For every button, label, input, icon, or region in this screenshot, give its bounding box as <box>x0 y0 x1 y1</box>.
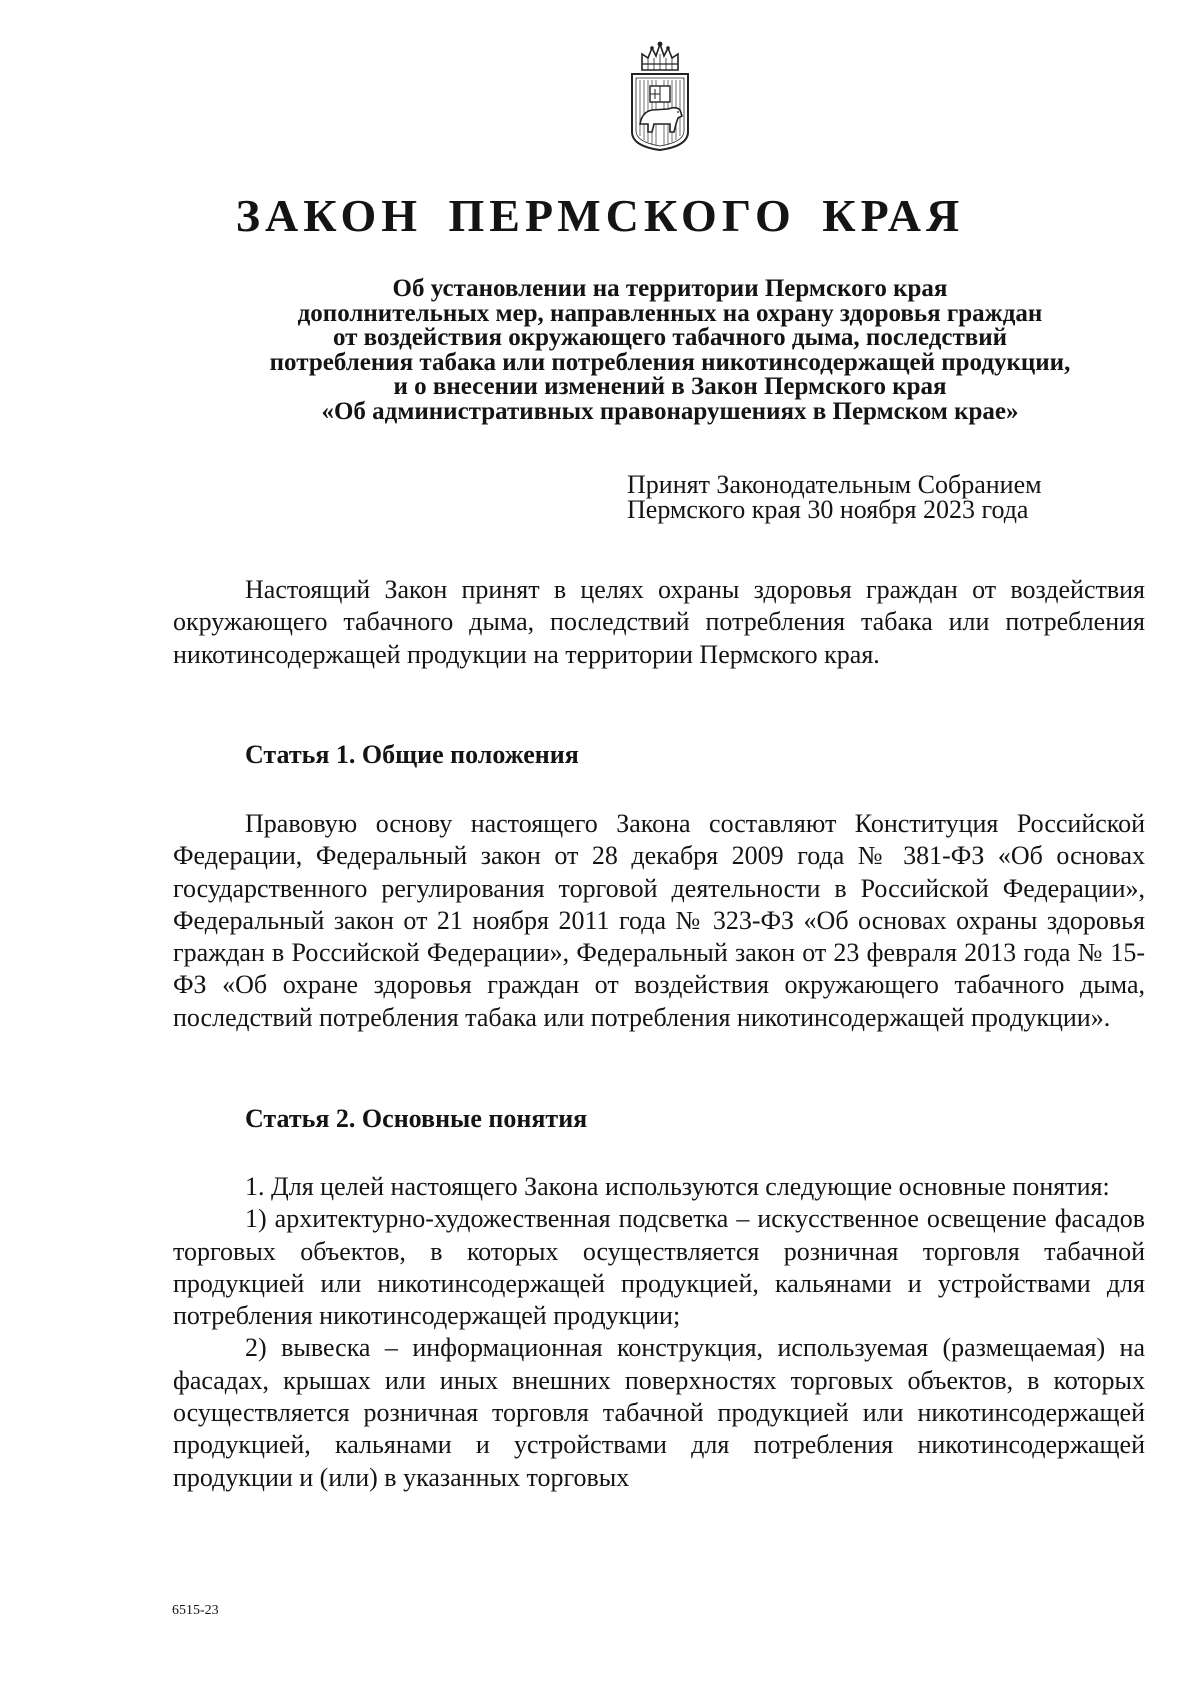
article-1-text: Правовую основу настоящего Закона составляют Конституция Российской Федерации, Федеральный закон от 28 декабря 2009 года № 381-ФЗ «Об основах государственного регулирования торговой деятельности в Российской Федерации», Федеральный закон от 21 ноября 2011 года № 323-ФЗ «Об основах охраны здоровья граждан в Российской Федерации», Федеральный закон от 23 февраля 2013 года № 15-ФЗ «Об охране здоровья граждан от воздействия окружающего табачного дыма, последствий потребления табака или потребления никотинсодержащей продукции». <box>173 809 1145 1032</box>
subtitle-line: от воздействия окружающего табачного дыма, последствий <box>332 324 1008 351</box>
subtitle-line: Об установлении на территории Пермского края <box>392 275 948 302</box>
subtitle-line: потребления табака или потребления никотинсодержащей продукции, <box>269 348 1071 376</box>
article-1-body <box>173 808 1145 1034</box>
preamble <box>173 574 1145 671</box>
subtitle-line: дополнительных мер, направленных на охрану здоровья граждан <box>297 299 1043 327</box>
article-2-paragraph: 1) архитектурно-художественная подсветка – искусственное освещение фасадов торговых объектов, в которых осуществляется розничная торговля табачной продукцией или никотинсодержащей продукцией, кальянами и устройствами для потребления никотинсодержащей продукции; <box>173 1204 1145 1331</box>
adoption-note <box>627 472 1042 522</box>
article-2-heading: Статья 2. Основные понятия <box>245 1104 588 1133</box>
preamble-text: Настоящий Закон принят в целях охраны здоровья граждан от воздействия окружающего табачного дыма, последствий потребления табака или потребления никотинсодержащей продукции на территории Пермского края. <box>173 575 1145 669</box>
adoption-line: Пермского края 30 ноября 2023 года <box>627 495 1029 524</box>
article-2-paragraph: 1. Для целей настоящего Закона используются следующие основные понятия: <box>245 1172 1110 1201</box>
subtitle-line: «Об административных правонарушениях в Пермском крае» <box>321 397 1019 425</box>
document-code: 6515-23 <box>172 1603 219 1618</box>
subtitle-line: и о внесении изменений в Закон Пермского края <box>393 373 947 400</box>
law-title: ЗАКОН ПЕРМСКОГО КРАЯ <box>235 190 965 241</box>
coat-of-arms-emblem <box>628 40 692 152</box>
article-2-body <box>173 1171 1145 1494</box>
article-2-paragraph: 2) вывеска – информационная конструкция, используемая (размещаемая) на фасадах, крышах или иных внешних поверхностях торговых объектов, в которых осуществляется розничная торговля табачной продукцией или никотинсодержащей продукцией, кальянами и устройствами для потребления никотинсодержащей продукции и (или) в указанных торговых <box>173 1333 1145 1492</box>
adoption-line: Принят Законодательным Собранием <box>627 470 1042 499</box>
law-subtitle <box>130 277 1200 424</box>
article-1-heading: Статья 1. Общие положения <box>245 740 579 769</box>
